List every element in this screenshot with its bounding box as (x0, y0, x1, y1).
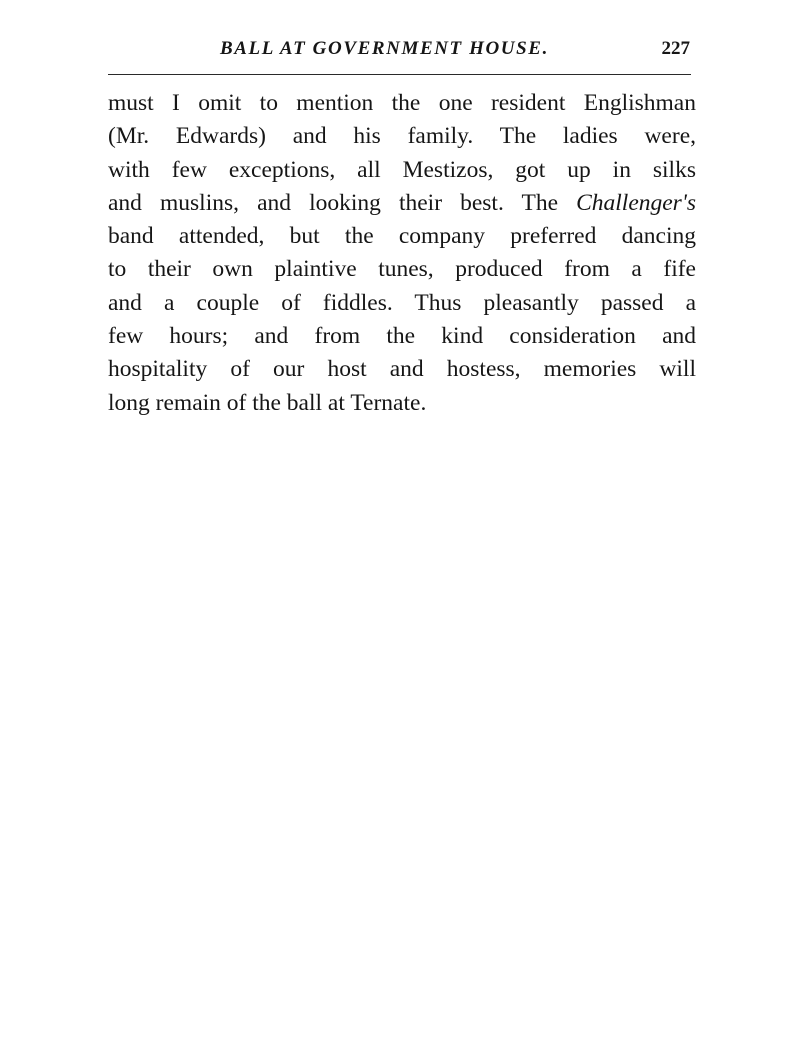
text-line: (Mr. Edwards) and his family. The ladies were, (108, 123, 696, 150)
running-head (108, 38, 696, 68)
body-paragraph (108, 87, 696, 420)
ship-name-italic: Challenger's (576, 189, 697, 216)
running-title: BALL AT GOVERNMENT HOUSE. (220, 38, 549, 59)
text-line: with few exceptions, all Mestizos, got up in silks (108, 156, 696, 183)
text-line-segment: and muslins, and looking their best. The (108, 189, 559, 216)
text-line (108, 187, 696, 220)
text-line: to their own plaintive tunes, produced from a fife (108, 256, 696, 283)
text-line: band attended, but the company preferred dancing (108, 223, 696, 250)
text-line: few hours; and from the kind consideration and (108, 323, 696, 350)
text-line: must I omit to mention the one resident Englishman (108, 90, 696, 116)
text-line: long remain of the ball at Ternate. (108, 389, 427, 416)
text-line: and a couple of fiddles. Thus pleasantly passed a (108, 289, 696, 316)
text-line: hospitality of our host and hostess, memories will (108, 356, 696, 383)
page-number: 227 (661, 38, 690, 59)
header-rule (108, 74, 691, 75)
